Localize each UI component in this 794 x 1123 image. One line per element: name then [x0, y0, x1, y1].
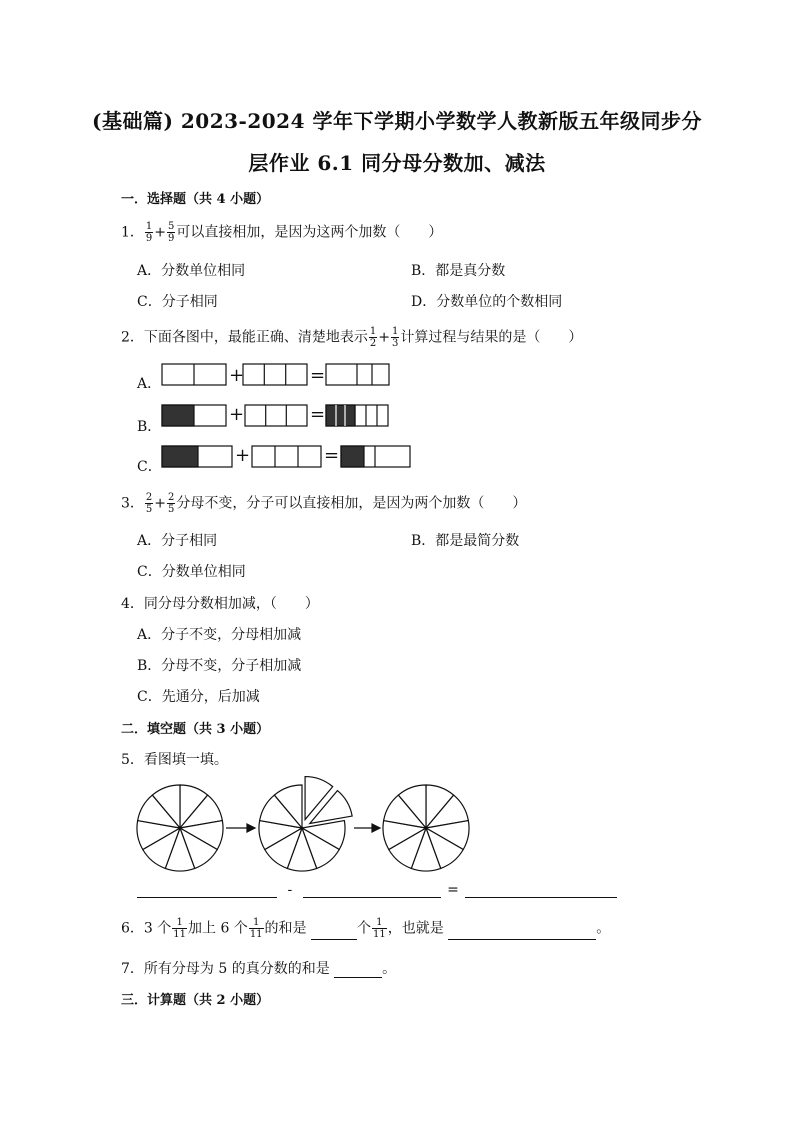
- numerator: 5: [168, 221, 175, 232]
- q4-option-b[interactable]: B．分母不变，分子相加减: [137, 658, 302, 674]
- fraction: [172, 917, 187, 940]
- denominator: 9: [168, 233, 175, 244]
- question-6-text: 加上 6 个: [188, 920, 248, 937]
- q6-blank-1[interactable]: [311, 925, 357, 940]
- question-6: [121, 917, 610, 940]
- q2-option-a-label[interactable]: A．: [137, 376, 162, 392]
- question-3: [121, 492, 526, 515]
- question-1-number: 1．: [121, 224, 144, 241]
- question-6-text: ，也就是: [387, 920, 444, 937]
- question-4: 4．同分母分数相加减，（ ）: [121, 596, 319, 612]
- question-3-text: 分母不变，分子可以直接相加，是因为两个加数（ ）: [176, 495, 527, 512]
- q2-option-a-figure: [162, 364, 389, 385]
- numerator: 2: [145, 492, 153, 503]
- q3-option-b[interactable]: B．都是最简分数: [411, 533, 520, 549]
- q1-option-a[interactable]: A．分数单位相同: [137, 263, 246, 279]
- q4-option-c[interactable]: C．先通分，后加减: [137, 689, 260, 705]
- arrow-icon: [354, 824, 380, 832]
- pie-circle-result: [383, 785, 469, 871]
- q2-c-equals: =: [324, 445, 340, 466]
- q2-b-plus: +: [229, 404, 245, 425]
- q1-option-b[interactable]: B．都是真分数: [411, 263, 506, 279]
- denominator: 3: [392, 338, 399, 349]
- numerator: 2: [168, 492, 175, 503]
- q1-option-d[interactable]: D．分数单位的个数相同: [411, 294, 563, 310]
- minus-sign: -: [287, 882, 293, 898]
- question-7-text: 7．所有分母为 5 的真分数的和是: [121, 961, 330, 977]
- question-2-text-end: 计算过程与结果的是（ ）: [400, 329, 583, 346]
- denominator: 2: [369, 338, 377, 349]
- numerator: 1: [369, 326, 377, 337]
- question-2-number: 2．: [121, 329, 144, 346]
- q1-option-c[interactable]: C．分子相同: [137, 294, 218, 310]
- denominator: 11: [373, 929, 386, 940]
- plus-sign: +: [154, 495, 167, 512]
- q2-b-equals: =: [310, 404, 326, 425]
- denominator: 9: [145, 233, 153, 244]
- section-fill-heading: 二．填空题（共 3 小题）: [121, 722, 270, 737]
- arrow-icon: [226, 824, 255, 832]
- fraction: [145, 492, 153, 515]
- q2-a-equals: =: [310, 365, 326, 386]
- pie-circle-full: [137, 785, 223, 871]
- q2-c-plus: +: [235, 445, 251, 466]
- plus-sign: +: [154, 224, 167, 241]
- question-6-text: 个: [357, 920, 371, 937]
- question-3-number: 3．: [121, 495, 144, 512]
- q5-answer-row: [137, 882, 617, 898]
- q5-blank-1[interactable]: [137, 883, 277, 898]
- q5-blank-3[interactable]: [465, 883, 617, 898]
- question-6-text: 6．3 个: [121, 920, 172, 937]
- section-choice-heading: 一．选择题（共 4 小题）: [121, 192, 270, 207]
- fraction: [372, 917, 387, 940]
- question-7-text: 。: [382, 961, 397, 977]
- question-6-text: 。: [596, 920, 611, 937]
- question-1-text: 可以直接相加，是因为这两个加数（ ）: [176, 224, 443, 241]
- denominator: 11: [173, 929, 186, 940]
- numerator: 1: [372, 917, 387, 929]
- q7-blank[interactable]: [334, 963, 382, 978]
- numerator: 1: [392, 326, 399, 337]
- plus-sign: +: [378, 329, 391, 346]
- title-line-1: (基础篇) 2023-2024 学年下学期小学数学人教新版五年级同步分: [92, 109, 702, 133]
- q2-option-c-figure: [162, 446, 410, 467]
- q3-option-a[interactable]: A．分子相同: [137, 533, 218, 549]
- question-6-text: 的和是: [264, 920, 307, 937]
- equals-sign: =: [447, 882, 459, 898]
- denominator: 5: [145, 504, 153, 515]
- denominator: 5: [168, 504, 175, 515]
- q3-option-c[interactable]: C．分数单位相同: [137, 564, 246, 580]
- fraction: [167, 492, 175, 515]
- bar-thirds: [243, 364, 307, 385]
- numerator: 1: [172, 917, 187, 929]
- q5-blank-2[interactable]: [303, 883, 441, 898]
- pie-circle-removed-slices: [259, 777, 352, 871]
- numerator: 1: [249, 917, 264, 929]
- q2-option-b-figure: [162, 405, 388, 426]
- fraction: [249, 917, 264, 940]
- title-line-2: 层作业 6.1 同分母分数加、减法: [248, 151, 546, 175]
- question-7: [121, 958, 396, 978]
- denominator: 11: [249, 929, 263, 940]
- numerator: 1: [145, 221, 153, 232]
- q2-option-c-label[interactable]: C．: [137, 459, 162, 475]
- question-5: 5．看图填一填。: [121, 752, 228, 768]
- question-2-text: 下面各图中，最能正确、清楚地表示: [143, 329, 368, 346]
- section-calc-heading: 三．计算题（共 2 小题）: [121, 993, 270, 1008]
- q2-option-b-label[interactable]: B．: [137, 419, 162, 435]
- q4-option-a[interactable]: A．分子不变，分母相加减: [137, 627, 302, 643]
- q6-blank-2[interactable]: [448, 925, 596, 940]
- q2-a-plus: +: [229, 365, 245, 386]
